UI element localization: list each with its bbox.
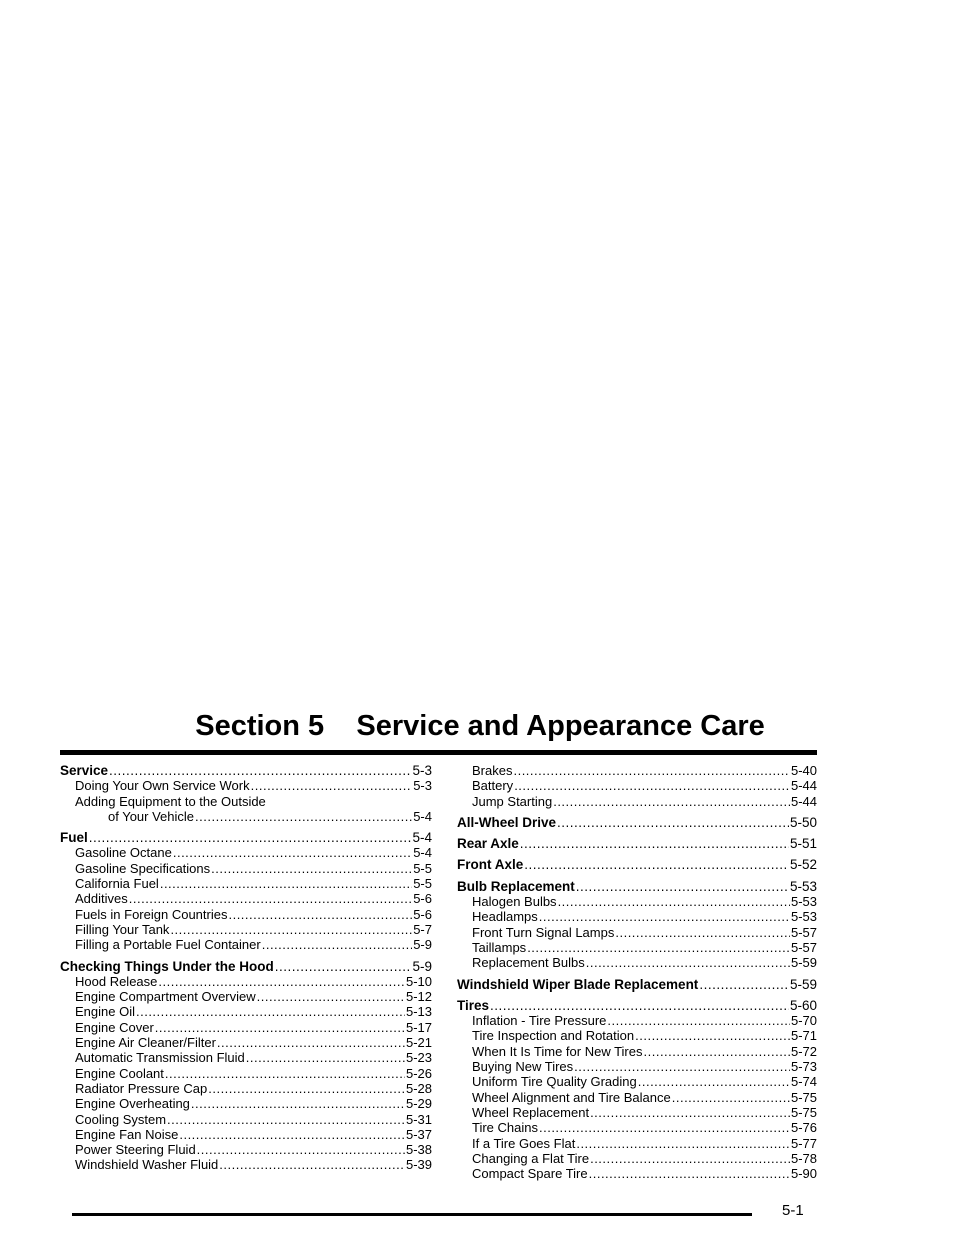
toc-entry[interactable]	[60, 907, 432, 922]
toc-entry-continued[interactable]: Adding Equipment to the Outside	[75, 793, 266, 809]
toc-right-column	[457, 763, 817, 1181]
toc-entry[interactable]	[457, 778, 817, 793]
toc-entry-page: 5-28	[405, 1080, 432, 1096]
toc-entry-page: 5-39	[405, 1157, 432, 1173]
toc-entry-page: 5-60	[789, 997, 817, 1013]
toc-entry-label: Compact Spare Tire	[472, 1166, 588, 1182]
toc-entry[interactable]	[457, 1120, 817, 1135]
toc-entry-page: 5-74	[790, 1074, 817, 1090]
toc-entry-page: 5-12	[405, 989, 432, 1005]
toc-entry-page: 5-26	[405, 1065, 432, 1081]
toc-entry-label: Engine Oil	[75, 1004, 135, 1020]
toc-entry-label: Gasoline Octane	[75, 845, 172, 861]
toc-entry-page: 5-57	[790, 939, 817, 955]
dot-leader	[160, 876, 412, 891]
toc-entry-label: Radiator Pressure Cap	[75, 1080, 208, 1096]
dot-leader	[262, 937, 412, 952]
toc-entry[interactable]	[60, 1004, 432, 1019]
toc-entry-label: Service	[60, 763, 109, 778]
toc-entry-page: 5-3	[413, 778, 432, 794]
toc-entry[interactable]	[60, 778, 432, 793]
dot-leader	[513, 763, 790, 778]
toc-entry[interactable]	[457, 1151, 817, 1166]
dot-leader	[219, 1157, 405, 1172]
toc-entry-label: Windshield Wiper Blade Replacement	[457, 976, 699, 992]
toc-entry-page: 5-44	[790, 793, 817, 809]
toc-entry-page: 5-75	[790, 1089, 817, 1105]
dot-leader	[635, 1028, 790, 1043]
toc-entry-label: Wheel Alignment and Tire Balance	[472, 1089, 671, 1105]
dot-leader	[644, 1044, 790, 1059]
toc-entry-label: Uniform Tire Quality Grading	[472, 1074, 637, 1090]
footer-rule	[72, 1213, 752, 1216]
dot-leader	[607, 1013, 790, 1028]
toc-entry[interactable]	[457, 1136, 817, 1151]
toc-entry[interactable]	[60, 1096, 432, 1111]
toc-entry-label: Front Axle	[457, 857, 524, 873]
toc-entry[interactable]	[60, 989, 432, 1004]
dot-leader	[208, 1081, 405, 1096]
toc-entry[interactable]	[457, 1044, 817, 1059]
toc-entry-page: 5-59	[789, 976, 817, 992]
toc-entry-label: California Fuel	[75, 876, 159, 892]
toc-heading[interactable]	[457, 879, 817, 894]
toc-entry-page: 5-4	[413, 845, 432, 861]
toc-entry-label: Bulb Replacement	[457, 878, 575, 894]
toc-entry[interactable]	[457, 955, 817, 970]
dot-leader	[574, 1059, 790, 1074]
toc-entry-label: Engine Fan Noise	[75, 1126, 179, 1142]
toc-entry-label: Filling Your Tank	[75, 921, 170, 937]
section-title: Section 5 Service and Appearance Care	[195, 710, 765, 742]
toc-entry-label: Tire Inspection and Rotation	[472, 1028, 635, 1044]
toc-entry-label: Engine Coolant	[75, 1065, 164, 1081]
dot-leader	[558, 894, 790, 909]
toc-heading[interactable]	[457, 857, 817, 872]
toc-entry[interactable]	[60, 1157, 432, 1172]
toc-entry-page: 5-9	[412, 958, 432, 974]
toc-entry-label: Tire Chains	[472, 1120, 538, 1136]
toc-entry-page: 5-53	[789, 878, 817, 894]
toc-entry-label: Windshield Washer Fluid	[75, 1157, 219, 1173]
dot-leader	[520, 836, 789, 851]
toc-entry-page: 5-70	[790, 1013, 817, 1029]
toc-entry-label: Additives	[75, 891, 128, 907]
toc-entry-label: If a Tire Goes Flat	[472, 1135, 576, 1151]
toc-entry-page: 5-75	[790, 1104, 817, 1120]
toc-entry[interactable]	[457, 1028, 817, 1043]
dot-leader	[155, 1020, 405, 1035]
toc-entry[interactable]	[457, 1105, 817, 1120]
dot-leader	[275, 959, 412, 974]
dot-leader	[167, 1112, 405, 1127]
title-rule	[60, 750, 817, 755]
toc-entry[interactable]	[457, 925, 817, 940]
toc-entry[interactable]	[60, 1035, 432, 1050]
dot-leader	[136, 1004, 405, 1019]
toc-entry-page: 5-9	[413, 937, 432, 953]
toc-entry-page: 5-31	[405, 1111, 432, 1127]
toc-entry-label: Tires	[457, 997, 490, 1013]
dot-leader	[590, 1151, 790, 1166]
toc-entry[interactable]	[60, 937, 432, 952]
toc-entry-page: 5-6	[413, 906, 432, 922]
toc-heading[interactable]	[457, 815, 817, 830]
toc-entry[interactable]	[457, 763, 817, 778]
dot-leader	[615, 925, 790, 940]
toc-entry[interactable]	[457, 894, 817, 909]
toc-heading[interactable]	[60, 763, 432, 778]
toc-entry-page: 5-73	[790, 1059, 817, 1075]
dot-leader	[129, 891, 412, 906]
toc-entry[interactable]	[60, 891, 432, 906]
toc-entry-label: Engine Overheating	[75, 1096, 190, 1112]
toc-heading[interactable]	[457, 836, 817, 851]
dot-leader	[158, 974, 405, 989]
dot-leader	[191, 1096, 405, 1111]
toc-entry-page: 5-59	[790, 955, 817, 971]
toc-entry[interactable]	[60, 1112, 432, 1127]
dot-leader	[170, 922, 412, 937]
toc-entry-label: Wheel Replacement	[472, 1104, 590, 1120]
dot-leader	[524, 857, 789, 872]
toc-entry-label: Front Turn Signal Lamps	[472, 924, 615, 940]
dot-leader	[576, 879, 789, 894]
toc-entry-page: 5-51	[789, 836, 817, 852]
toc-entry-page: 5-6	[413, 891, 432, 907]
toc-entry-page: 5-10	[405, 973, 432, 989]
toc-entry-label: Fuels in Foreign Countries	[75, 906, 228, 922]
dot-leader	[699, 977, 789, 992]
toc-entry-page: 5-4	[413, 808, 432, 824]
toc-entry[interactable]	[60, 845, 432, 860]
toc-entry[interactable]	[60, 974, 432, 989]
toc-entry-label: When It Is Time for New Tires	[472, 1043, 643, 1059]
dot-leader	[257, 989, 405, 1004]
toc-entry-label: Power Steering Fluid	[75, 1142, 196, 1158]
toc-entry-label: Buying New Tires	[472, 1059, 574, 1075]
dot-leader	[514, 778, 790, 793]
toc-heading[interactable]	[60, 959, 432, 974]
toc-entry[interactable]	[60, 1050, 432, 1065]
toc-entry[interactable]	[60, 861, 432, 876]
toc-entry-page: 5-71	[790, 1028, 817, 1044]
toc-entry-label: Headlamps	[472, 909, 538, 925]
toc-entry-page: 5-37	[405, 1126, 432, 1142]
toc-entry-label: Hood Release	[75, 973, 158, 989]
dot-leader	[557, 815, 789, 830]
toc-heading[interactable]	[60, 830, 432, 845]
dot-leader	[246, 1050, 405, 1065]
dot-leader	[589, 1166, 790, 1181]
toc-entry-label: Automatic Transmission Fluid	[75, 1050, 245, 1066]
toc-entry-page: 5-53	[790, 909, 817, 925]
dot-leader	[165, 1066, 405, 1081]
toc-entry-page: 5-21	[405, 1035, 432, 1051]
toc-entry[interactable]	[457, 1013, 817, 1028]
toc-entry[interactable]	[60, 922, 432, 937]
dot-leader	[195, 809, 412, 824]
dot-leader	[197, 1142, 405, 1157]
toc-entry[interactable]	[457, 940, 817, 955]
dot-leader	[553, 794, 790, 809]
dot-leader	[109, 763, 411, 778]
dot-leader	[211, 861, 412, 876]
toc-entry-label: Replacement Bulbs	[472, 955, 585, 971]
toc-entry[interactable]	[60, 1127, 432, 1142]
toc-entry-page: 5-72	[790, 1043, 817, 1059]
toc-entry-page: 5-17	[405, 1019, 432, 1035]
toc-entry-page: 5-13	[405, 1004, 432, 1020]
toc-heading[interactable]	[457, 977, 817, 992]
toc-left-column	[60, 763, 432, 1173]
toc-entry[interactable]	[457, 794, 817, 809]
dot-leader	[527, 940, 790, 955]
toc-entry-label: Engine Cover	[75, 1019, 154, 1035]
toc-entry[interactable]	[60, 876, 432, 891]
toc-entry-label: Jump Starting	[472, 793, 553, 809]
toc-entry-label: Filling a Portable Fuel Container	[75, 937, 261, 953]
toc-entry-label: Gasoline Specifications	[75, 860, 211, 876]
toc-entry-page: 5-40	[790, 763, 817, 778]
dot-leader	[576, 1136, 790, 1151]
toc-entry-page: 5-29	[405, 1096, 432, 1112]
toc-entry[interactable]	[60, 1020, 432, 1035]
toc-entry-label: Rear Axle	[457, 836, 519, 852]
toc-entry[interactable]	[60, 809, 432, 824]
dot-leader	[173, 845, 412, 860]
toc-entry-page: 5-77	[790, 1135, 817, 1151]
toc-entry-label: Halogen Bulbs	[472, 894, 557, 910]
toc-entry-label: Checking Things Under the Hood	[60, 958, 274, 974]
toc-entry-label: Fuel	[60, 830, 88, 846]
dot-leader	[490, 998, 789, 1013]
toc-entry-page: 5-76	[790, 1120, 817, 1136]
toc-entry-page: 5-44	[790, 778, 817, 794]
dot-leader	[251, 778, 413, 793]
toc-entry-page: 5-7	[413, 921, 432, 937]
toc-entry-page: 5-52	[789, 857, 817, 873]
toc-entry-page: 5-3	[412, 763, 432, 778]
toc-entry[interactable]	[60, 1142, 432, 1157]
toc-entry[interactable]	[457, 1059, 817, 1074]
toc-entry-label: Engine Compartment Overview	[75, 989, 256, 1005]
toc-entry-page: 5-57	[790, 924, 817, 940]
toc-entry[interactable]	[457, 909, 817, 924]
dot-leader	[539, 909, 790, 924]
dot-leader	[638, 1074, 790, 1089]
toc-entry-page: 5-90	[790, 1166, 817, 1182]
toc-entry-page: 5-50	[789, 814, 817, 830]
toc-heading[interactable]	[457, 998, 817, 1013]
toc-entry-page: 5-53	[790, 894, 817, 910]
dot-leader	[586, 955, 790, 970]
dot-leader	[89, 830, 412, 845]
toc-entry-label: Engine Air Cleaner/Filter	[75, 1035, 216, 1051]
toc-entry-label: Battery	[472, 778, 514, 794]
toc-entry[interactable]	[457, 1090, 817, 1105]
toc-entry-label: Inflation - Tire Pressure	[472, 1013, 607, 1029]
toc-entry-page: 5-5	[413, 876, 432, 892]
dot-leader	[228, 907, 412, 922]
dot-leader	[672, 1090, 790, 1105]
toc-entry[interactable]	[60, 1066, 432, 1081]
toc-entry-page: 5-5	[413, 860, 432, 876]
toc-entry-label: of Your Vehicle	[108, 808, 195, 824]
toc-entry-label: Cooling System	[75, 1111, 167, 1127]
toc-entry-label: Taillamps	[472, 939, 527, 955]
toc-entry[interactable]	[60, 1081, 432, 1096]
toc-entry-label: Doing Your Own Service Work	[75, 778, 250, 794]
toc-entry-label: All-Wheel Drive	[457, 814, 557, 830]
toc-entry-page: 5-38	[405, 1142, 432, 1158]
toc-entry[interactable]	[457, 1074, 817, 1089]
toc-entry-page: 5-23	[405, 1050, 432, 1066]
page-number: 5-1	[782, 1202, 804, 1219]
dot-leader	[539, 1120, 790, 1135]
dot-leader	[217, 1035, 405, 1050]
toc-entry-label: Brakes	[472, 763, 513, 778]
toc-entry[interactable]	[457, 1166, 817, 1181]
toc-entry-page: 5-78	[790, 1150, 817, 1166]
toc-entry-label: Changing a Flat Tire	[472, 1150, 590, 1166]
toc-entry-page: 5-4	[412, 830, 432, 846]
dot-leader	[179, 1127, 405, 1142]
dot-leader	[590, 1105, 790, 1120]
